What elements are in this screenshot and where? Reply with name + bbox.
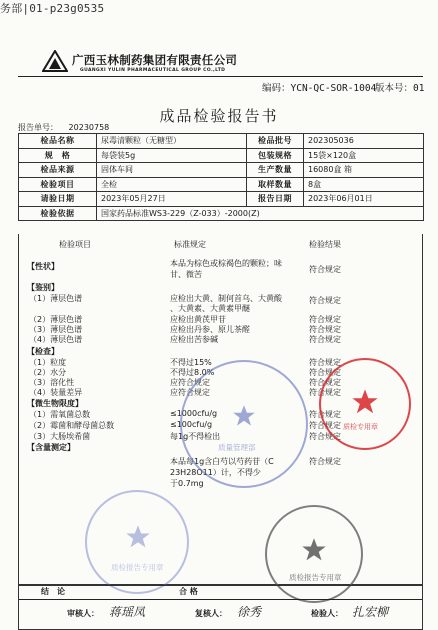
sample-label: 取样数量	[247, 177, 304, 192]
micro-3-result: 符合规定	[309, 432, 341, 441]
item: 全检	[97, 177, 247, 192]
version-label: 版本号：	[375, 83, 414, 94]
report-seal	[85, 490, 189, 594]
report-no-value: 20230758	[68, 123, 110, 132]
section-assay: 【含量测定】	[27, 443, 75, 452]
quality-seal-text: 质检报告专用章	[289, 573, 342, 582]
package-label: 包装规格	[247, 148, 304, 163]
check-1-name: （1）粒度	[29, 358, 67, 367]
ident-3-name: （3）薄层色谱	[29, 325, 83, 334]
table-row	[19, 163, 424, 178]
qc-seal-text: 质检专用章	[343, 423, 378, 431]
micro-1-result: 符合规定	[309, 410, 341, 419]
header-result: 检验结果	[309, 240, 341, 249]
check-4-standard: 应符合规定	[170, 388, 210, 397]
assay-standard-cont: 23H28O11）计，不得少	[170, 468, 261, 477]
check-3-name: （3）溶化性	[29, 378, 75, 387]
micro-2-result: 符合规定	[309, 421, 341, 430]
check-4-result: 符合规定	[309, 388, 341, 397]
product-name: 尿毒清颗粒（无糖型）	[97, 134, 247, 149]
star-icon	[301, 537, 327, 563]
spec: 每袋装5g	[97, 148, 247, 163]
ident-2-standard: 应检出黄芪甲苷	[170, 315, 226, 324]
report-date-label: 报告日期	[247, 192, 304, 207]
doc-code: YCN-QC-SOR-1004	[290, 83, 377, 94]
info-table	[18, 133, 424, 221]
check-4-name: （4）装量差异	[29, 388, 83, 397]
qa-dept-seal	[180, 360, 308, 488]
spec-label: 规 格	[19, 148, 97, 163]
ident-4-result: 符合规定	[309, 335, 341, 344]
sample: 8盒	[304, 177, 424, 192]
table-row	[19, 192, 424, 207]
ident-2-name: （2）薄层色谱	[29, 315, 83, 324]
ident-1-name: （1）薄层色谱	[29, 294, 83, 303]
trait-standard: 本品为棕色或棕褐色的颗粒；味	[170, 259, 282, 268]
table-row	[19, 134, 424, 149]
batch-label: 检品批号	[247, 134, 304, 149]
prod-qty: 16080盒 箱	[304, 163, 424, 178]
check-3-result: 符合规定	[309, 378, 341, 387]
header-rule	[18, 76, 423, 77]
doc-code-label: 编码：	[262, 83, 291, 94]
check-1-result: 符合规定	[309, 358, 341, 367]
header-standard: 标准规定	[174, 240, 206, 249]
package: 15袋×120盒	[304, 148, 424, 163]
star-icon	[232, 404, 256, 428]
report-no-label: 报告单号：	[18, 123, 58, 132]
page-title: 成品检验报告书	[159, 107, 279, 125]
conclusion: 合 格	[179, 587, 198, 596]
inspector-signature: 扎宏柳	[352, 605, 389, 619]
company-name-en: GUANGXI YULIN PHARMACEUTICAL GROUP CO.,LTD	[80, 68, 226, 73]
checker-label: 复核人：	[195, 609, 227, 618]
check-2-standard: 不得过8.0%	[170, 368, 215, 377]
trait-standard-cont: 甘、微苦	[170, 270, 202, 279]
reviewer-signature: 蒋瑶凤	[109, 605, 146, 619]
ident-3-standard: 应检出丹参、原儿茶醛	[170, 325, 250, 334]
check-3-standard: 应符合规定	[170, 378, 210, 387]
qc-seal	[319, 358, 411, 450]
top-mark: 务部|01-p23g0535	[0, 2, 105, 15]
reviewer-label: 审核人：	[67, 609, 99, 618]
source: 固体车间	[97, 163, 247, 178]
version: 01	[413, 83, 425, 94]
check-2-name: （2）水分	[29, 368, 67, 377]
footer-box	[18, 585, 423, 630]
version-line	[375, 80, 424, 94]
ident-3-result: 符合规定	[309, 325, 341, 334]
basis: 国家药品标准WS3-229（Z-033）-2000(Z)	[97, 206, 424, 221]
inspector-label: 检验人：	[311, 609, 343, 618]
star-icon	[125, 524, 151, 550]
source-label: 检品来源	[19, 163, 97, 178]
request-date-label: 请验日期	[19, 192, 97, 207]
doc-code-line	[262, 80, 376, 94]
ident-4-standard: 应检出苦参碱	[170, 335, 218, 344]
item-label: 检验项目	[19, 177, 97, 192]
report-date: 2023年06月01日	[304, 192, 424, 207]
check-2-result: 符合规定	[309, 368, 341, 377]
ident-4-name: （4）薄层色谱	[29, 335, 83, 344]
basis-label: 检验依据	[19, 206, 97, 221]
star-icon	[351, 388, 379, 416]
micro-1-standard: ≤1000cfu/g	[170, 409, 218, 418]
assay-standard: 本品每1g含白芍以芍药苷（C	[170, 457, 274, 466]
assay-result: 符合规定	[309, 457, 341, 466]
request-date: 2023年05月27日	[97, 192, 247, 207]
table-row	[19, 148, 424, 163]
prod-qty-label: 生产数量	[247, 163, 304, 178]
footer-rule	[19, 599, 422, 600]
micro-3-name: （3）大肠埃希菌	[29, 432, 91, 441]
section-check: 【检查】	[27, 347, 59, 356]
table-row	[19, 177, 424, 192]
check-1-standard: 不得过15%	[170, 358, 212, 367]
conclusion-label: 结 论	[41, 587, 65, 596]
micro-1-name: （1）需氧菌总数	[29, 410, 91, 419]
batch: 202305036	[304, 134, 424, 149]
section-ident: 【鉴别】	[27, 283, 59, 292]
ident-1-result: 符合规定	[309, 296, 341, 305]
trait-result: 符合规定	[309, 265, 341, 274]
micro-2-standard: ≤100cfu/g	[170, 420, 213, 429]
ident-2-result: 符合规定	[309, 315, 341, 324]
table-row	[19, 206, 424, 221]
micro-3-standard: 每1g不得检出	[170, 432, 221, 441]
assay-standard-cont2: 于0.7mg	[170, 479, 204, 488]
company-logo-icon	[42, 50, 68, 72]
header-item: 检验项目	[59, 240, 91, 249]
company-name: 广西玉林制药集团有限责任公司	[72, 53, 238, 67]
report-seal-text: 质检报告专用章	[111, 563, 164, 572]
product-name-label: 检品名称	[19, 134, 97, 149]
micro-2-name: （2）霉菌和酵母菌总数	[29, 421, 115, 430]
qa-dept-seal-text: 质量管理部	[218, 443, 256, 452]
ident-1-standard: 应检出大黄、制何首乌、大黄酸	[170, 294, 282, 303]
ident-1-standard-cont: 、大黄素、大黄素甲醚	[170, 304, 250, 313]
report-number	[18, 122, 109, 133]
section-traits: 【性状】	[27, 262, 59, 271]
section-micro: 【微生物限度】	[27, 399, 83, 408]
checker-signature: 徐秀	[237, 605, 262, 619]
